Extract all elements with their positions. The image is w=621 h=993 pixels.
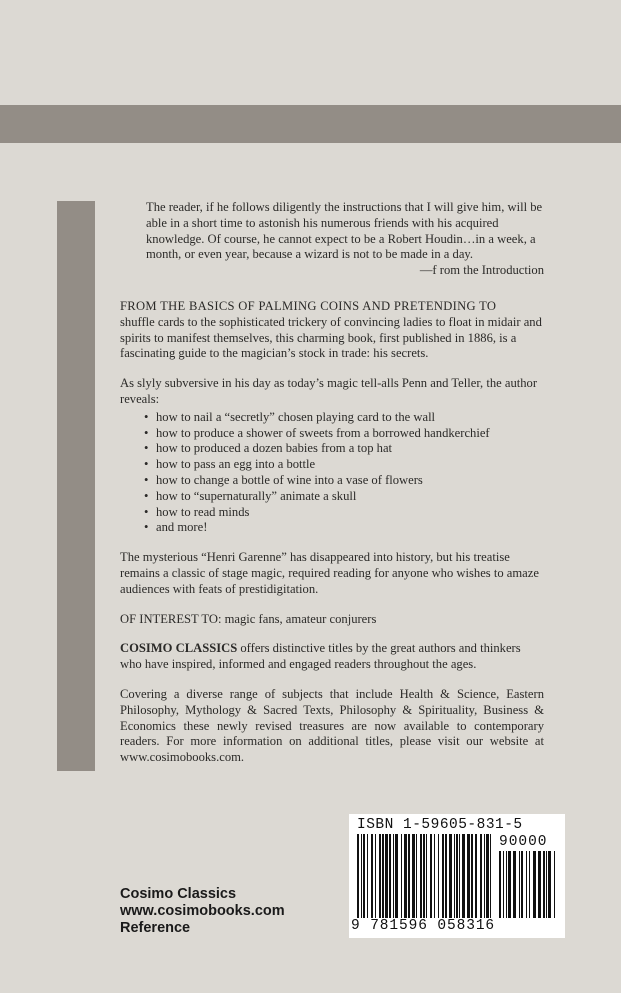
interest-line: OF INTEREST TO: magic fans, amateur conjurers [120,611,377,626]
top-color-band [0,105,621,143]
publisher-block [120,886,285,937]
publisher-website: www.cosimobooks.com [120,903,285,919]
addon-barcode-bars-icon [499,851,557,918]
list-item: • how to read minds [156,505,544,521]
list-item: • how to produced a dozen babies from a top hat [156,441,544,457]
description-lead [120,299,544,362]
cosimo-brand-text: offers distinctive titles by the great authors and thinkers who have inspired, informed and engaged readers throughout the ages. [120,641,521,672]
intro-quote: The reader, if he follows diligently the instructions that I will give him, will be able in a short time to astonish his numerous friends with his acquired knowledge. Of course, he cannot expect to be a Robert Houdin…in a week, a month, or even year, because a wizard is not to be made in a day. [146,200,543,262]
closing-paragraph: The mysterious “Henri Garenne” has disappeared into history, but his treatise remains a classic of stage magic, required reading for anyone who wishes to amaze audiences with feats of prestidigitation. [120,550,539,596]
cosimo-paragraph [120,641,544,673]
isbn-label: ISBN 1-59605-831-5 [357,817,523,833]
price-code: 90000 [499,834,548,850]
publisher-category: Reference [120,920,191,936]
barcode-bars-icon [357,834,493,918]
back-cover-copy [120,200,544,780]
list-item: • how to change a bottle of wine into a vase of flowers [156,473,544,489]
cosimo-brand: COSIMO CLASSICS [120,641,238,656]
publisher-name: Cosimo Classics [120,886,237,902]
list-item: • how to produce a shower of sweets from a borrowed handkerchief [156,426,544,442]
covering-paragraph: Covering a diverse range of subjects that include Health & Science, Eastern Philosophy, Mythology & Sacred Texts, Philosophy & Spirituality, Business & Economics these newly revised treasures are now available to contemporary readers. For more information on additional titles, please visit our website at www.cosimobooks.com. [120,686,544,765]
left-color-bar [57,201,95,771]
list-item: • and more! [156,520,544,536]
list-item: • how to pass an egg into a bottle [156,457,544,473]
ean-number: 9 781596 058316 [351,918,496,934]
reveals-intro: As slyly subversive in his day as today’s magic tell-alls Penn and Teller, the author reveals: [120,376,538,406]
quote-attribution: —f rom the Introduction [419,263,544,278]
reveals-list [120,410,544,536]
lead-caps: FROM THE BASICS OF PALMING COINS AND PRETENDING TO [120,298,497,313]
list-item: • how to nail a “secretly” chosen playing card to the wall [156,410,544,426]
list-item: • how to “supernaturally” animate a skull [156,489,544,505]
barcode-box [349,814,565,938]
lead-rest: shuffle cards to the sophisticated trickery of convincing ladies to float in midair and spirits to manifest themselves, this charming book, first published in 1886, is a fascinating guide to the magician’s stock in trade: his secrets. [120,314,542,361]
